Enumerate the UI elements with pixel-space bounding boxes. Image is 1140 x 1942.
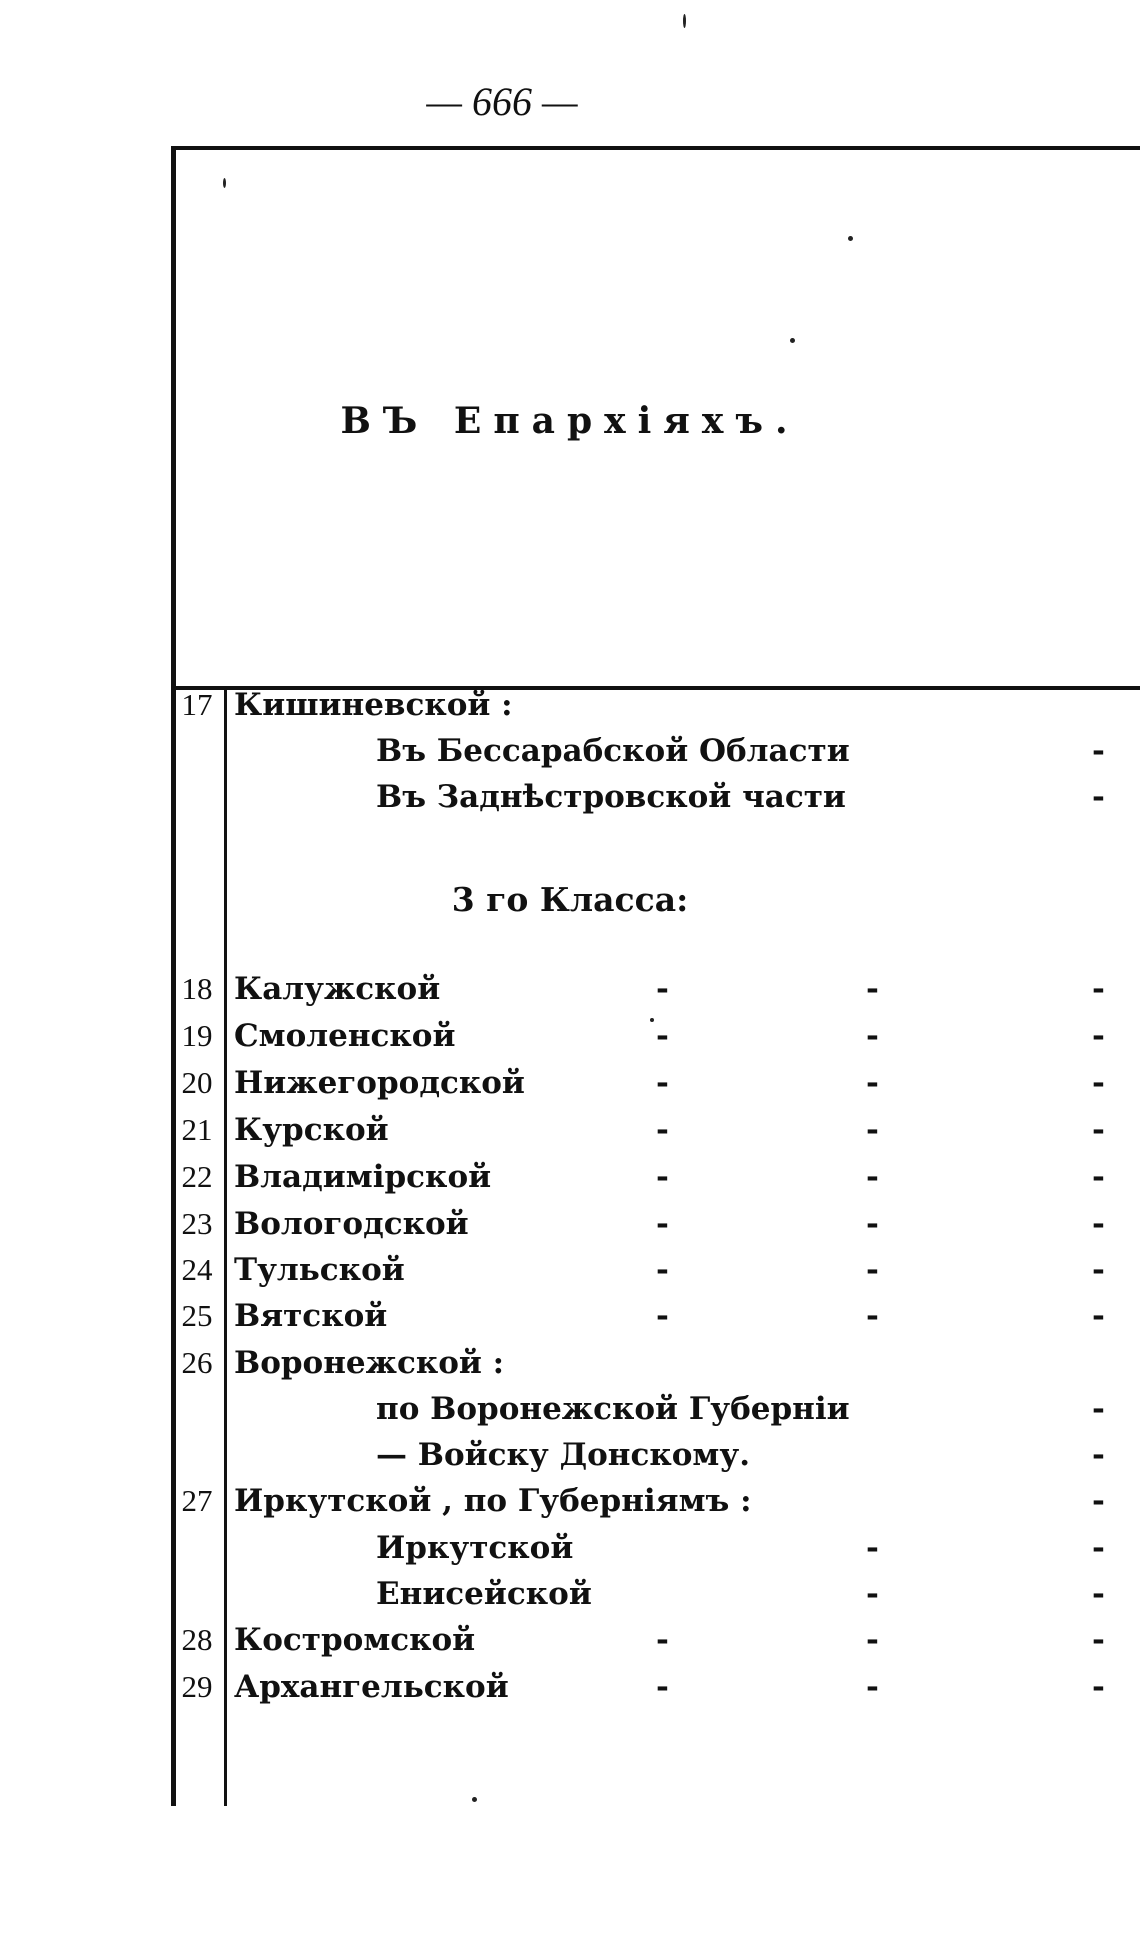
list-row [0,1293,1140,1339]
list-row [0,1664,1140,1710]
leader-dash: - [1092,1018,1105,1054]
leader-dash: - [866,1065,879,1101]
leader-dash: - [866,1669,879,1705]
row-number: 20 [181,1065,213,1100]
leader-dash: - [866,1159,879,1195]
leader-dash: - [1092,971,1105,1007]
print-speck [472,1797,477,1802]
leader-dash: - [1092,1298,1105,1334]
row-name: Въ Заднѣстровской части [376,779,846,815]
leader-dash: - [866,971,879,1007]
leader-dash: - [1092,733,1105,769]
leader-dash: - [656,1065,669,1101]
row-name: Вятской [234,1298,388,1334]
row-number: 22 [181,1159,213,1194]
row-number: 25 [181,1298,213,1333]
row-name: Воронежской : [234,1345,505,1381]
leader-dash: - [1092,1530,1105,1566]
leader-dash: - [1092,1206,1105,1242]
leader-dash: - [866,1018,879,1054]
leader-dash: - [656,1298,669,1334]
row-number: 29 [181,1669,213,1704]
leader-dash: - [656,1159,669,1195]
row-name: Кишиневской : [234,687,513,723]
list-row [0,1247,1140,1293]
leader-dash: - [866,1252,879,1288]
print-speck [223,178,226,188]
list-row [0,728,1140,774]
print-speck [790,338,795,343]
row-name: Иркутской , по Губерніямъ : [234,1483,752,1519]
list-row [0,1525,1140,1571]
list-row [0,1386,1140,1432]
leader-dash: - [656,1622,669,1658]
leader-dash: - [1092,1576,1105,1612]
list-row [0,774,1140,820]
leader-dash: - [1092,1669,1105,1705]
row-number: 23 [181,1206,213,1241]
leader-dash: - [1092,1252,1105,1288]
leader-dash: - [656,971,669,1007]
row-name: Костромской [234,1622,476,1658]
leader-dash: - [1092,1159,1105,1195]
list-row [0,1013,1140,1059]
list-row [0,1432,1140,1478]
leader-dash: - [1092,1483,1105,1519]
class-heading: 3 го Класса: [451,880,689,919]
leader-dash: - [1092,1112,1105,1148]
row-number: 21 [181,1112,213,1147]
leader-dash: - [866,1206,879,1242]
row-number: 26 [181,1345,213,1380]
row-number: 24 [181,1252,213,1287]
row-name: — Войску Донскому. [376,1437,750,1473]
leader-dash: - [1092,1437,1105,1473]
row-name: Иркутской [376,1530,574,1566]
list-row [0,1060,1140,1106]
list-row [0,1340,1140,1386]
leader-dash: - [1092,779,1105,815]
row-name: Курской [234,1112,389,1148]
list-row [0,1201,1140,1247]
row-number: 19 [181,1018,213,1053]
leader-dash: - [866,1298,879,1334]
leader-dash: - [1092,1065,1105,1101]
list-row [0,1571,1140,1617]
row-number: 28 [181,1622,213,1657]
row-number: 17 [181,687,213,722]
list-row [0,1154,1140,1200]
leader-dash: - [656,1018,669,1054]
list-row [0,682,1140,728]
row-name: Енисейской [376,1576,592,1612]
leader-dash: - [656,1252,669,1288]
leader-dash: - [656,1669,669,1705]
page-number: — 666 — [426,79,578,124]
row-name: Тульской [234,1252,405,1288]
leader-dash: - [866,1112,879,1148]
leader-dash: - [656,1112,669,1148]
print-speck [650,1018,654,1022]
row-name: Архангельской [234,1669,509,1705]
list-row [0,1107,1140,1153]
list-row [0,1478,1140,1524]
row-name: Владимірской [234,1159,492,1195]
row-name: Нижегородской [234,1065,525,1101]
print-speck [848,236,853,241]
row-number: 27 [181,1483,213,1518]
row-name: Вологодской [234,1206,469,1242]
leader-dash: - [866,1530,879,1566]
leader-dash: - [656,1206,669,1242]
row-name: Въ Бессарабской Области [376,733,850,769]
section-heading: ВЪ Епархіяхъ. [340,400,800,442]
row-name: Смоленской [234,1018,456,1054]
leader-dash: - [1092,1622,1105,1658]
leader-dash: - [866,1576,879,1612]
row-name: по Воронежской Губерніи [376,1391,850,1427]
table-top-rule [171,146,1140,150]
row-name: Калужской [234,971,441,1007]
leader-dash: - [1092,1391,1105,1427]
list-row [0,966,1140,1012]
list-row [0,1617,1140,1663]
print-speck [683,14,686,28]
leader-dash: - [866,1622,879,1658]
row-number: 18 [181,971,213,1006]
